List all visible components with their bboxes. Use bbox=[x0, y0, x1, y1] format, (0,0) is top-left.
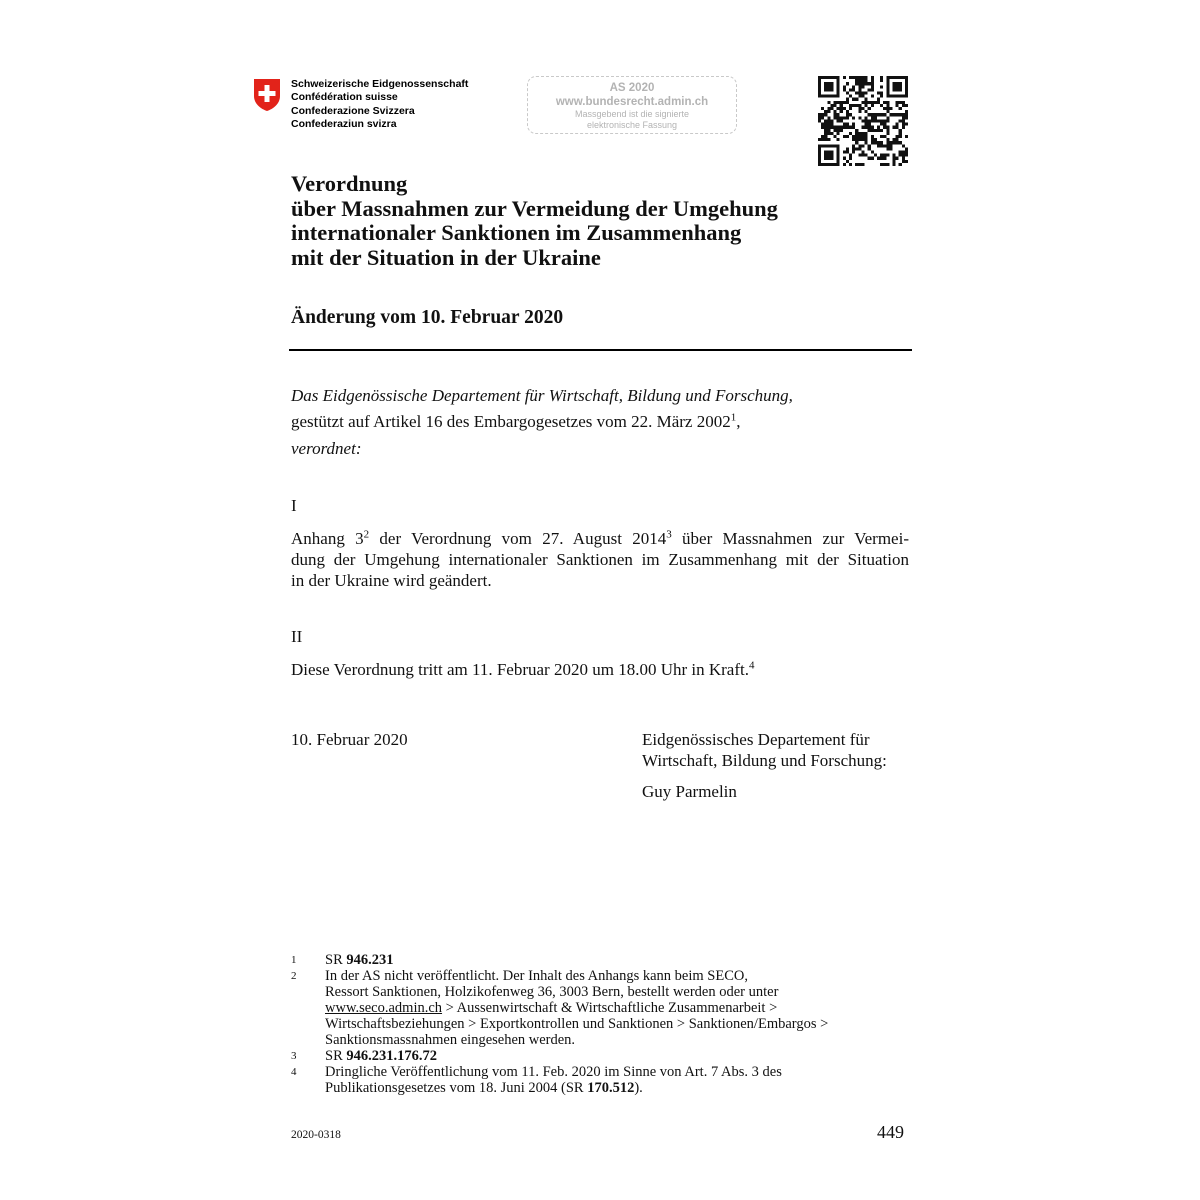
ordains: verordnet: bbox=[291, 439, 362, 458]
footnote-1-sr: 946.231 bbox=[346, 952, 394, 968]
footnote-2-line-5: Sanktionsmassnahmen eingesehen werden. bbox=[325, 1032, 576, 1048]
stamp-line-3: Massgebend ist die signierte bbox=[574, 109, 690, 119]
footnote-1-body bbox=[325, 952, 915, 968]
section-2-text bbox=[291, 659, 754, 680]
signature-date: 10. Februar 2020 bbox=[291, 730, 408, 749]
footnote-2-body bbox=[325, 968, 915, 1048]
crest-line-fr: Confédération suisse bbox=[291, 91, 398, 104]
issuing-department: Das Eidgenössische Departement für Wirtschaft, Bildung und Forschung, bbox=[291, 386, 793, 405]
footnote-4-line-2 bbox=[325, 1080, 915, 1096]
footnote-4-body bbox=[325, 1064, 915, 1096]
footnote-3-sr: 946.231.176.72 bbox=[346, 1048, 437, 1064]
section-2-label: II bbox=[291, 627, 303, 646]
footnote-2-number: 2 bbox=[291, 970, 297, 982]
stamp-line-4: elektronische Fassung bbox=[586, 120, 678, 130]
footnote-ref-2[interactable]: 2 bbox=[363, 528, 370, 541]
page-number: 449 bbox=[877, 1122, 904, 1142]
footnote-2-line-3-rest: > Aussenwirtschaft & Wirtschaftliche Zusammenarbeit > bbox=[442, 1000, 778, 1016]
title-line-2: über Massnahmen zur Vermeidung der Umgehung bbox=[291, 195, 778, 221]
footnote-4-number: 4 bbox=[291, 1066, 297, 1078]
qr-code-icon bbox=[818, 76, 908, 166]
section-1-text bbox=[291, 528, 909, 591]
crest-line-rm: Confederaziun svizra bbox=[291, 117, 397, 130]
section-1-line-2: dung der Umgehung internationaler Sanktionen im Zusammenhang mit der Situation bbox=[291, 550, 909, 569]
footnote-2-line-3 bbox=[325, 1000, 915, 1016]
title-line-3: internationaler Sanktionen im Zusammenhang bbox=[291, 220, 742, 245]
legal-basis bbox=[291, 411, 740, 432]
signature-department bbox=[642, 729, 912, 771]
section-2-body: Diese Verordnung tritt am 11. Februar 2020 um 18.00 Uhr in Kraft. bbox=[291, 660, 749, 679]
footnote-1-number: 1 bbox=[291, 954, 297, 966]
signature-dept-line-1: Eidgenössisches Departement für bbox=[642, 730, 870, 749]
signatory-name: Guy Parmelin bbox=[642, 782, 737, 801]
footnote-ref-4[interactable]: 4 bbox=[748, 659, 755, 672]
swiss-cross-icon bbox=[252, 78, 282, 112]
crest-line-de: Schweizerische Eidgenossenschaft bbox=[291, 78, 469, 90]
stamp-line-1: AS 2020 bbox=[609, 82, 655, 94]
stamp-line-2: www.bundesrecht.admin.ch bbox=[555, 96, 709, 108]
footnote-4-sr: 170.512 bbox=[587, 1080, 635, 1096]
federation-name bbox=[291, 78, 468, 131]
amendment-date: Änderung vom 10. Februar 2020 bbox=[291, 307, 564, 328]
footnote-2-line-4: Wirtschaftsbeziehungen > Exportkontrollen und Sanktionen > Sanktionen/Embargos > bbox=[325, 1016, 829, 1032]
footnote-4-line-1: Dringliche Veröffentlichung vom 11. Feb. 2020 im Sinne von Art. 7 Abs. 3 des bbox=[325, 1064, 782, 1080]
title-line-4: mit der Situation in der Ukraine bbox=[291, 244, 601, 270]
footnote-4-pre: Publikationsgesetzes vom 18. Juni 2004 (SR bbox=[325, 1080, 588, 1096]
legal-basis-text: gestützt auf Artikel 16 des Embargogesetzes vom 22. März 2002 bbox=[291, 412, 731, 431]
document-number: 2020-0318 bbox=[291, 1129, 341, 1141]
crest-line-it: Confederazione Svizzera bbox=[291, 104, 415, 117]
legal-basis-end: , bbox=[736, 412, 741, 431]
section-1-line-1 bbox=[291, 528, 909, 549]
seco-link[interactable]: www.seco.admin.ch bbox=[325, 1000, 443, 1016]
section-1-a: Anhang 3 bbox=[291, 529, 364, 548]
page-title bbox=[291, 172, 911, 270]
footnote-3-pre: SR bbox=[325, 1048, 347, 1064]
footnote-ref-3[interactable]: 3 bbox=[666, 528, 672, 541]
footnote-3-number: 3 bbox=[291, 1050, 297, 1062]
title-line-1: Verordnung bbox=[291, 171, 408, 196]
footnote-2-line-2: Ressort Sanktionen, Holzikofenweg 36, 3003 Bern, bestellt werden oder unter bbox=[325, 984, 779, 1000]
section-1-c: über Massnahmen zur Vermei- bbox=[671, 529, 909, 548]
section-1-line-3: in der Ukraine wird geändert. bbox=[291, 571, 492, 590]
as-stamp bbox=[527, 76, 737, 134]
section-1-b: der Verordnung vom 27. August 2014 bbox=[369, 529, 667, 548]
footnote-1-pre: SR bbox=[325, 952, 347, 968]
signature-dept-line-2: Wirtschaft, Bildung und Forschung: bbox=[642, 751, 887, 770]
footnote-4-end: ). bbox=[634, 1080, 643, 1096]
divider bbox=[289, 349, 912, 351]
footnote-2-line-1: In der AS nicht veröffentlicht. Der Inhalt des Anhangs kann beim SECO, bbox=[325, 968, 748, 984]
section-1-label: I bbox=[291, 496, 297, 515]
footnote-3-body bbox=[325, 1048, 915, 1064]
footnote-ref-1[interactable]: 1 bbox=[730, 411, 737, 424]
